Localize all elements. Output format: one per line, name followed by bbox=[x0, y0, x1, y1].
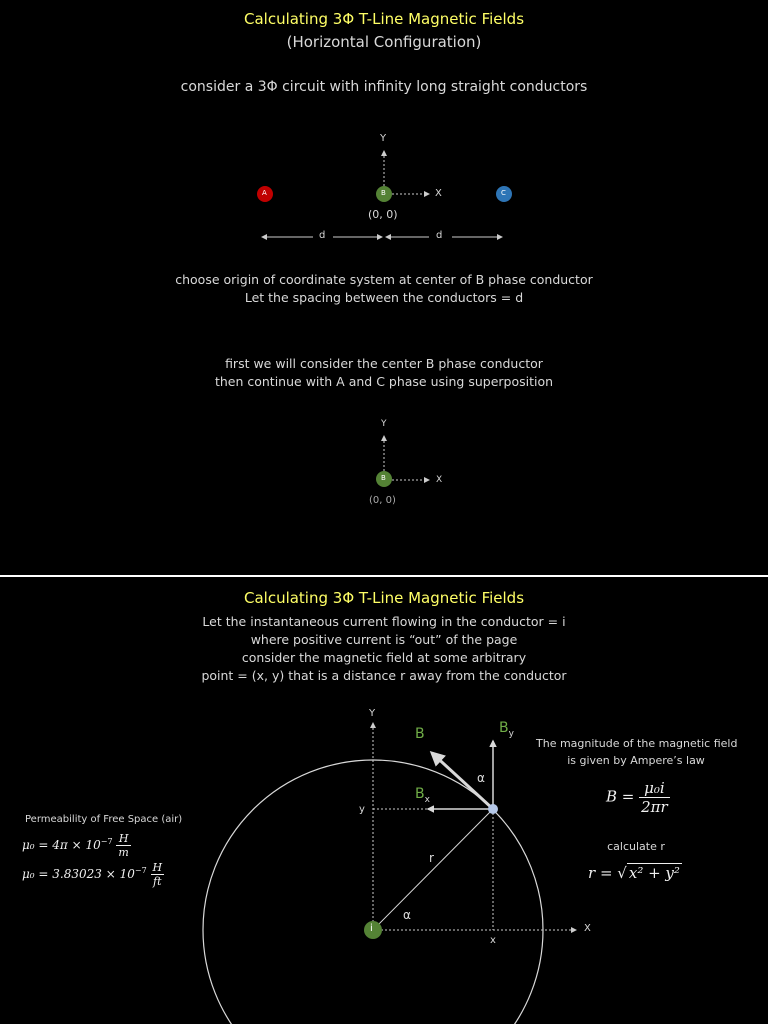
origin-explanation: choose origin of coordinate system at center of B phase conductor bbox=[175, 272, 593, 287]
conductor-c-label: C bbox=[501, 189, 506, 197]
slide-2 bbox=[0, 577, 768, 1024]
conductor-i bbox=[364, 921, 382, 939]
slide-1-intro: consider a 3Φ circuit with infinity long straight conductors bbox=[180, 79, 588, 95]
ampere-law-formula: B = $\frac{\text{μ₀i}}{2\pi r}$ bbox=[606, 779, 668, 816]
diagram-2-y-label: Y bbox=[381, 419, 387, 429]
alpha-top-label: α bbox=[477, 771, 485, 785]
bx-label: $B_x$ bbox=[415, 786, 430, 805]
x-axis-label: X bbox=[584, 923, 591, 934]
conductor-a-label: A bbox=[262, 189, 267, 197]
conductor-i-label: i bbox=[370, 923, 373, 934]
slide-1-title: Calculating 3Φ T-Line Magnetic Fields bbox=[243, 10, 525, 28]
slide-2-line-2: where positive current is “out” of the page bbox=[250, 632, 518, 647]
diagram-1-x-label: X bbox=[435, 188, 442, 199]
spacing-right-label: d bbox=[436, 230, 443, 241]
permeability-title: Permeability of Free Space (air) bbox=[25, 814, 183, 825]
slide-1-subtitle: (Horizontal Configuration) bbox=[286, 33, 482, 51]
mu-zero-imperial: $\mu_0 = 3.83023 \times 10^{-7}$ $\frac{H}{ft}$ bbox=[22, 861, 163, 888]
y-axis-label: Y bbox=[369, 708, 376, 719]
alpha-bottom-label: α bbox=[403, 908, 411, 922]
conductor-b-single-label: B bbox=[381, 474, 386, 482]
spacing-explanation: Let the spacing between the conductors = d bbox=[244, 290, 524, 305]
calculate-r-text: calculate r bbox=[607, 840, 665, 853]
diagram-2-x-label: X bbox=[436, 475, 443, 485]
diagram-2-origin-label: (0, 0) bbox=[369, 495, 396, 506]
x-label: x bbox=[490, 935, 496, 946]
ampere-text-2: is given by Ampere’s law bbox=[567, 754, 705, 767]
b-label: B bbox=[415, 726, 425, 742]
conductor-b-label: B bbox=[381, 189, 386, 197]
slide-2-line-4: point = (x, y) that is a distance r away from the conductor bbox=[201, 668, 567, 683]
superposition-text: then continue with A and C phase using superposition bbox=[214, 374, 554, 389]
spacing-left-label: d bbox=[319, 230, 326, 241]
slide-2-title: Calculating 3Φ T-Line Magnetic Fields bbox=[243, 589, 525, 607]
slide-2-line-1: Let the instantaneous current flowing in the conductor = i bbox=[202, 614, 566, 629]
y-label: y bbox=[359, 804, 365, 815]
mu-zero-si: $\mu_0 = 4\pi \times 10^{-7}$ $\frac{H}{m}$ bbox=[22, 832, 129, 859]
by-label: $B_y$ bbox=[499, 720, 514, 739]
r-label: r bbox=[429, 851, 434, 865]
diagram-1-y-label: Y bbox=[380, 133, 387, 144]
ampere-text-1: The magnitude of the magnetic field bbox=[536, 737, 738, 750]
consider-b-text: first we will consider the center B phase conductor bbox=[225, 356, 543, 371]
slide-2-line-3: consider the magnetic field at some arbitrary bbox=[241, 650, 527, 665]
r-formula: r = √ x² + y² bbox=[588, 864, 680, 882]
field-point bbox=[488, 804, 498, 814]
diagram-1-origin-label: (0, 0) bbox=[368, 208, 398, 221]
radius-line bbox=[373, 809, 493, 930]
